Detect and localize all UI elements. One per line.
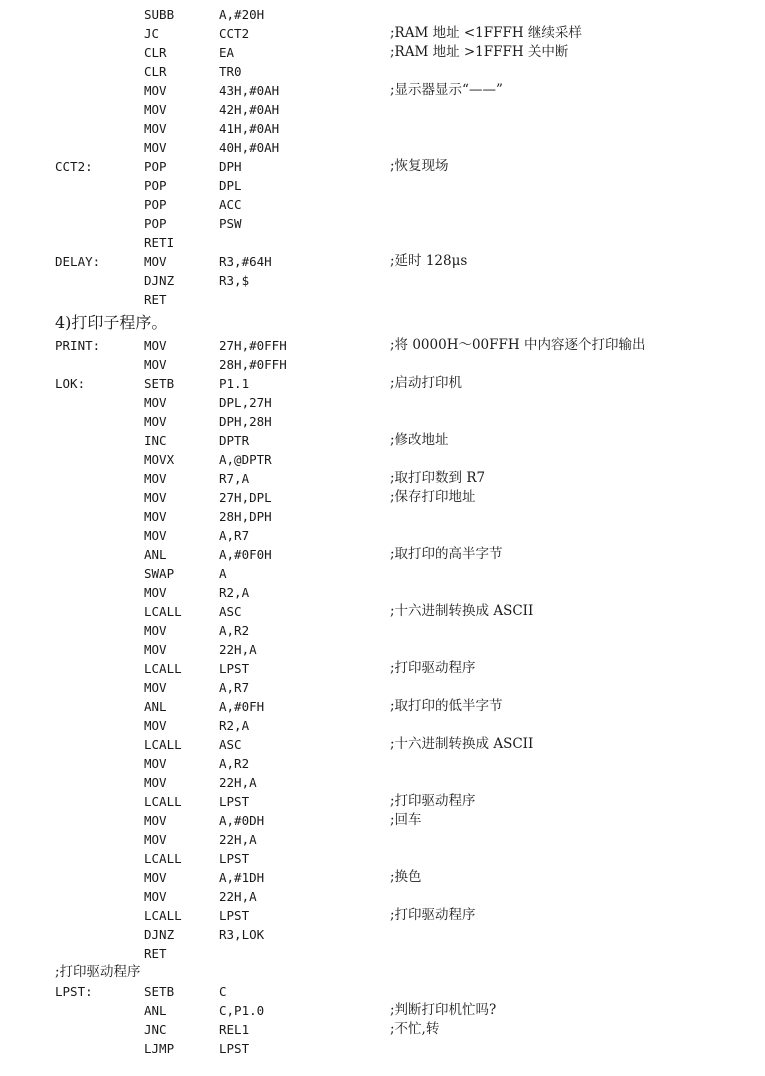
code-opcode: ANL	[144, 1003, 167, 1018]
code-comment: ;取打印的低半字节	[390, 698, 503, 714]
code-operand: A,#0F0H	[219, 547, 272, 562]
code-operand: LPST	[219, 661, 250, 676]
code-line	[0, 507, 765, 526]
code-line	[0, 469, 765, 488]
code-opcode: RETI	[144, 235, 175, 250]
code-opcode: MOV	[144, 338, 167, 353]
code-opcode: MOV	[144, 471, 167, 486]
code-opcode: MOV	[144, 585, 167, 600]
code-opcode: MOV	[144, 528, 167, 543]
code-line	[0, 906, 765, 925]
code-line	[0, 1001, 765, 1020]
code-opcode: LJMP	[144, 1041, 175, 1056]
code-line	[0, 62, 765, 81]
code-opcode: POP	[144, 216, 167, 231]
code-operand: ASC	[219, 604, 242, 619]
code-opcode: MOV	[144, 395, 167, 410]
code-operand: LPST	[219, 794, 250, 809]
code-comment: ;显示器显示“——”	[390, 82, 503, 98]
code-operand: DPH	[219, 159, 242, 174]
code-opcode: LCALL	[144, 604, 182, 619]
code-operand: 22H,A	[219, 889, 257, 904]
code-line	[0, 412, 765, 431]
code-operand: A,#1DH	[219, 870, 265, 885]
code-opcode: RET	[144, 292, 167, 307]
code-operand: 40H,#0AH	[219, 140, 280, 155]
code-operand: 27H,#0FFH	[219, 338, 287, 353]
code-line	[0, 526, 765, 545]
code-operand: A,R7	[219, 528, 250, 543]
section-comment-text: ;打印驱动程序	[55, 964, 141, 980]
code-comment: ;换色	[390, 869, 422, 885]
code-comment: ;启动打印机	[390, 375, 463, 391]
code-line	[0, 849, 765, 868]
code-line	[0, 811, 765, 830]
code-line	[0, 1020, 765, 1039]
code-operand: 43H,#0AH	[219, 83, 280, 98]
code-opcode: SETB	[144, 984, 175, 999]
code-operand: A	[219, 566, 227, 581]
code-opcode: MOV	[144, 83, 167, 98]
code-line	[0, 374, 765, 393]
code-line	[0, 564, 765, 583]
code-operand: C	[219, 984, 227, 999]
code-operand: R2,A	[219, 718, 250, 733]
code-operand: LPST	[219, 908, 250, 923]
code-operand: R2,A	[219, 585, 250, 600]
code-operand: C,P1.0	[219, 1003, 265, 1018]
code-operand: ACC	[219, 197, 242, 212]
code-operand: R3,#64H	[219, 254, 272, 269]
code-line	[0, 355, 765, 374]
code-operand: REL1	[219, 1022, 250, 1037]
code-label: CCT2:	[55, 159, 93, 174]
code-line	[0, 176, 765, 195]
code-line	[0, 773, 765, 792]
code-operand: EA	[219, 45, 235, 60]
code-opcode: MOV	[144, 756, 167, 771]
code-line	[0, 233, 765, 252]
code-operand: LPST	[219, 851, 250, 866]
code-opcode: POP	[144, 197, 167, 212]
code-line	[0, 602, 765, 621]
code-line	[0, 868, 765, 887]
heading-text: 4)打印子程序。	[55, 313, 168, 332]
code-line	[0, 754, 765, 773]
code-line	[0, 982, 765, 1001]
code-label: LOK:	[55, 376, 86, 391]
code-line	[0, 336, 765, 355]
code-line	[0, 488, 765, 507]
code-label: DELAY:	[55, 254, 101, 269]
code-comment: ;打印驱动程序	[390, 793, 476, 809]
code-operand: 28H,#0FFH	[219, 357, 287, 372]
code-operand: A,#0FH	[219, 699, 265, 714]
code-opcode: JC	[144, 26, 160, 41]
code-opcode: MOV	[144, 509, 167, 524]
code-line	[0, 640, 765, 659]
code-operand: DPH,28H	[219, 414, 272, 429]
section-comment	[0, 963, 765, 982]
code-line	[0, 100, 765, 119]
code-opcode: MOV	[144, 140, 167, 155]
code-comment: ;RAM 地址 >1FFFH 关中断	[390, 44, 569, 60]
code-line	[0, 138, 765, 157]
code-operand: A,#20H	[219, 7, 265, 22]
code-line	[0, 545, 765, 564]
code-line	[0, 24, 765, 43]
code-line	[0, 5, 765, 24]
code-opcode: MOV	[144, 490, 167, 505]
code-comment: ;取打印的高半字节	[390, 546, 503, 562]
code-operand: PSW	[219, 216, 242, 231]
code-line	[0, 678, 765, 697]
code-operand: 41H,#0AH	[219, 121, 280, 136]
code-opcode: SWAP	[144, 566, 175, 581]
code-opcode: MOV	[144, 889, 167, 904]
code-line	[0, 830, 765, 849]
code-opcode: ANL	[144, 699, 167, 714]
code-opcode: POP	[144, 159, 167, 174]
code-comment: ;取打印数到 R7	[390, 470, 486, 486]
code-opcode: LCALL	[144, 794, 182, 809]
code-comment: ;打印驱动程序	[390, 660, 476, 676]
code-opcode: MOV	[144, 357, 167, 372]
code-line	[0, 431, 765, 450]
code-opcode: MOV	[144, 414, 167, 429]
code-operand: 28H,DPH	[219, 509, 272, 524]
code-opcode: MOV	[144, 775, 167, 790]
code-line	[0, 119, 765, 138]
code-comment: ;十六进制转换成 ASCII	[390, 603, 534, 619]
code-operand: A,R2	[219, 756, 250, 771]
code-opcode: MOV	[144, 121, 167, 136]
code-operand: 22H,A	[219, 832, 257, 847]
code-operand: A,#0DH	[219, 813, 265, 828]
code-opcode: LCALL	[144, 661, 182, 676]
code-opcode: JNC	[144, 1022, 167, 1037]
code-opcode: CLR	[144, 45, 167, 60]
code-operand: LPST	[219, 1041, 250, 1056]
code-line	[0, 1039, 765, 1058]
code-opcode: MOV	[144, 813, 167, 828]
code-line	[0, 271, 765, 290]
code-comment: ;恢复现场	[390, 158, 449, 174]
code-line	[0, 252, 765, 271]
code-operand: R3,LOK	[219, 927, 265, 942]
code-opcode: DJNZ	[144, 273, 175, 288]
code-line	[0, 925, 765, 944]
code-comment: ;将 0000H～00FFH 中内容逐个打印输出	[390, 337, 646, 353]
code-operand: P1.1	[219, 376, 250, 391]
code-opcode: INC	[144, 433, 167, 448]
code-opcode: LCALL	[144, 851, 182, 866]
code-opcode: POP	[144, 178, 167, 193]
code-line	[0, 43, 765, 62]
code-line	[0, 214, 765, 233]
code-operand: 22H,A	[219, 775, 257, 790]
code-line	[0, 157, 765, 176]
code-operand: DPTR	[219, 433, 250, 448]
code-operand: ASC	[219, 737, 242, 752]
code-listing	[0, 5, 765, 1058]
code-operand: CCT2	[219, 26, 250, 41]
code-line	[0, 583, 765, 602]
code-opcode: MOV	[144, 642, 167, 657]
code-opcode: RET	[144, 946, 167, 961]
code-opcode: SETB	[144, 376, 175, 391]
code-operand: A,R7	[219, 680, 250, 695]
code-operand: 22H,A	[219, 642, 257, 657]
code-operand: 42H,#0AH	[219, 102, 280, 117]
code-opcode: MOV	[144, 832, 167, 847]
code-opcode: SUBB	[144, 7, 175, 22]
code-operand: A,R2	[219, 623, 250, 638]
code-comment: ;打印驱动程序	[390, 907, 476, 923]
code-operand: R7,A	[219, 471, 250, 486]
code-operand: TR0	[219, 64, 242, 79]
code-line	[0, 195, 765, 214]
code-comment: ;回车	[390, 812, 422, 828]
code-opcode: MOV	[144, 870, 167, 885]
code-opcode: MOV	[144, 254, 167, 269]
code-line	[0, 659, 765, 678]
code-line	[0, 735, 765, 754]
code-operand: R3,$	[219, 273, 250, 288]
code-operand: 27H,DPL	[219, 490, 272, 505]
code-opcode: MOV	[144, 680, 167, 695]
code-operand: DPL	[219, 178, 242, 193]
section-heading	[0, 309, 765, 336]
code-operand: DPL,27H	[219, 395, 272, 410]
code-operand: A,@DPTR	[219, 452, 272, 467]
code-comment: ;不忙,转	[390, 1021, 440, 1037]
code-line	[0, 450, 765, 469]
code-comment: ;判断打印机忙吗?	[390, 1002, 497, 1018]
code-label: PRINT:	[55, 338, 101, 353]
code-opcode: DJNZ	[144, 927, 175, 942]
code-line	[0, 697, 765, 716]
code-opcode: MOV	[144, 102, 167, 117]
code-comment: ;RAM 地址 <1FFFH 继续采样	[390, 25, 582, 41]
code-line	[0, 944, 765, 963]
code-opcode: MOV	[144, 718, 167, 733]
code-opcode: MOVX	[144, 452, 175, 467]
code-line	[0, 81, 765, 100]
code-label: LPST:	[55, 984, 93, 999]
code-line	[0, 716, 765, 735]
code-opcode: ANL	[144, 547, 167, 562]
code-opcode: CLR	[144, 64, 167, 79]
code-comment: ;十六进制转换成 ASCII	[390, 736, 534, 752]
code-opcode: MOV	[144, 623, 167, 638]
code-line	[0, 290, 765, 309]
code-opcode: LCALL	[144, 908, 182, 923]
code-line	[0, 887, 765, 906]
code-comment: ;延时 128μs	[390, 253, 468, 269]
code-line	[0, 792, 765, 811]
code-line	[0, 393, 765, 412]
code-opcode: LCALL	[144, 737, 182, 752]
code-comment: ;修改地址	[390, 432, 449, 448]
code-line	[0, 621, 765, 640]
code-comment: ;保存打印地址	[390, 489, 476, 505]
